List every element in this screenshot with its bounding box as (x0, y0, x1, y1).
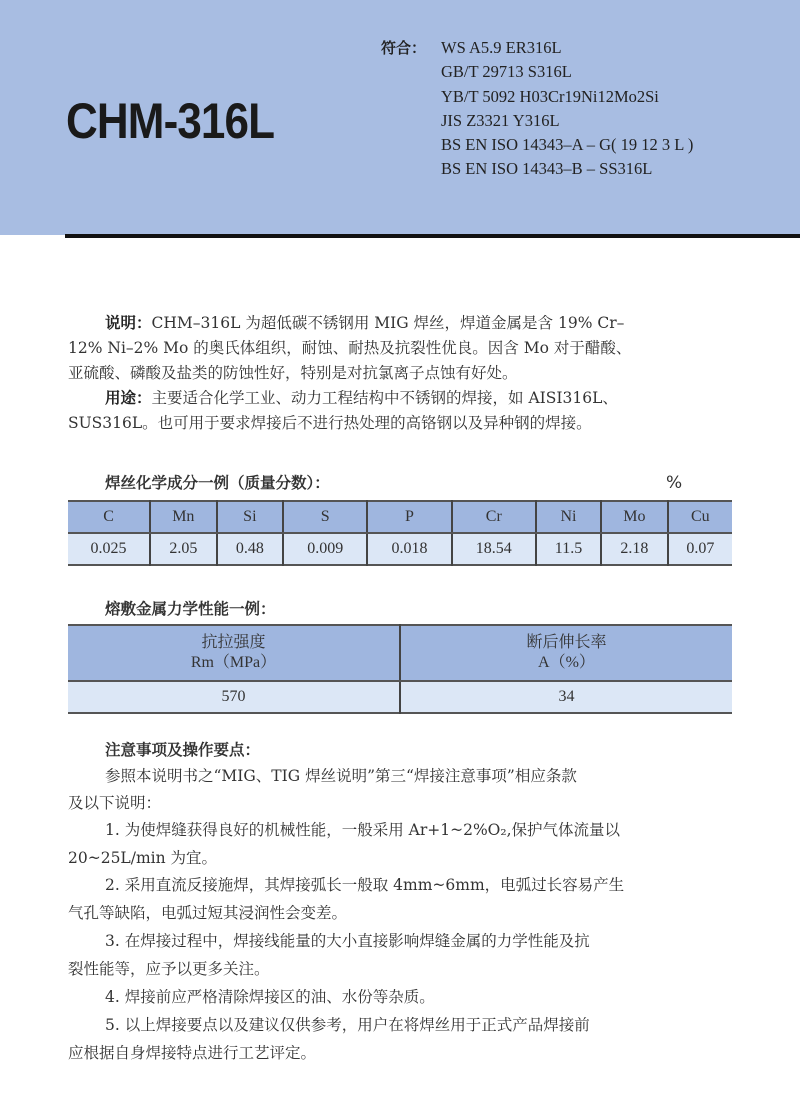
usage-label: 用途： (105, 389, 152, 407)
description-line: 12% Ni–2% Mo 的奥氏体组织，耐蚀、耐热及抗裂性优良。因含 Mo 对于醋酸、 (68, 339, 632, 357)
header-name: 断后伸长率 (526, 634, 607, 651)
notes-line: 裂性能等，应予以更多关注。 (68, 960, 270, 978)
notes-line: 4. 焊接前应严格清除焊接区的油、水份等杂质。 (105, 988, 435, 1006)
table-header-cell: P (367, 501, 451, 533)
description-label: 说明： (105, 314, 152, 332)
standards-label: 符合： (381, 39, 427, 57)
table-header-cell (68, 625, 400, 681)
table-row (68, 681, 732, 713)
notes-line: 2. 采用直流反接施焊，其焊接弧长一般取 4mm~6mm，电弧过长容易产生 (105, 876, 625, 894)
notes-line: 1. 为使焊缝获得良好的机械性能，一般采用 Ar+1~2%O₂,保护气体流量以 (105, 821, 621, 839)
notes-line: 3. 在焊接过程中，焊接线能量的大小直接影响焊缝金属的力学性能及抗 (105, 932, 590, 950)
product-title: CHM-316L (66, 93, 275, 149)
table-header-cell: Mn (150, 501, 217, 533)
standard-item: BS EN ISO 14343–A – G( 19 12 3 L ) (441, 135, 694, 155)
usage-text: 主要适合化学工业、动力工程结构中不锈钢的焊接，如 AISI316L、 (151, 389, 618, 407)
table-header-cell: Cu (668, 501, 732, 533)
table-cell: 2.18 (601, 533, 668, 565)
table-cell: 0.009 (283, 533, 367, 565)
chemistry-unit: % (666, 473, 683, 493)
table-cell: 0.07 (668, 533, 732, 565)
table-header-row (68, 625, 732, 681)
notes-title: 注意事项及操作要点： (105, 741, 261, 759)
table-header-cell: Ni (536, 501, 601, 533)
table-header-cell: Mo (601, 501, 668, 533)
notes-line: 20~25L/min 为宜。 (68, 849, 218, 867)
standard-item: JIS Z3321 Y316L (441, 110, 560, 130)
table-cell: 18.54 (452, 533, 536, 565)
header-unit: A（%） (538, 654, 595, 671)
table-cell: 0.48 (217, 533, 284, 565)
table-cell: 11.5 (536, 533, 601, 565)
table-cell: 0.018 (367, 533, 451, 565)
description-text: CHM–316L 为超低碳不锈钢用 MIG 焊丝，焊道金属是含 19% Cr– (151, 314, 625, 332)
notes-line: 5. 以上焊接要点以及建议仅供参考，用户在将焊丝用于正式产品焊接前 (105, 1016, 590, 1034)
standards-list (441, 36, 693, 182)
table-cell: 2.05 (150, 533, 217, 565)
chemistry-title: 焊丝化学成分一例（质量分数）： (105, 474, 330, 492)
usage-line: SUS316L。也可用于要求焊接后不进行热处理的高铬钢以及异种钢的焊接。 (68, 414, 592, 432)
mechanical-title: 熔敷金属力学性能一例： (105, 600, 276, 618)
standard-item: GB/T 29713 S316L (441, 62, 572, 82)
standard-item: BS EN ISO 14343–B – SS316L (441, 159, 653, 179)
table-header-row (68, 501, 732, 533)
table-row (68, 533, 732, 565)
table-header-cell: Cr (452, 501, 536, 533)
table-header-cell: C (68, 501, 150, 533)
table-cell: 0.025 (68, 533, 150, 565)
chemistry-table (68, 500, 732, 566)
table-header-cell: S (283, 501, 367, 533)
mechanical-table (68, 624, 732, 714)
description-line: 亚硫酸、磷酸及盐类的防蚀性好，特别是对抗氯离子点蚀有好处。 (68, 364, 518, 382)
table-cell: 570 (68, 681, 400, 713)
notes-line: 应根据自身焊接特点进行工艺评定。 (68, 1044, 317, 1062)
table-header-cell (400, 625, 732, 681)
table-cell: 34 (400, 681, 732, 713)
notes-line: 气孔等缺陷，电弧过短其浸润性会变差。 (68, 904, 348, 922)
description-line (105, 311, 624, 333)
header-unit: Rm（MPa） (190, 654, 277, 671)
header-divider (65, 234, 800, 238)
notes-line: 及以下说明： (68, 794, 162, 812)
standard-item: WS A5.9 ER316L (441, 38, 562, 57)
header-name: 抗拉强度 (201, 634, 266, 651)
table-header-cell: Si (217, 501, 284, 533)
notes-line: 参照本说明书之“MIG、TIG 焊丝说明”第三“焊接注意事项”相应条款 (105, 767, 577, 785)
standard-item: YB/T 5092 H03Cr19Ni12Mo2Si (441, 86, 659, 106)
usage-line (105, 386, 618, 408)
